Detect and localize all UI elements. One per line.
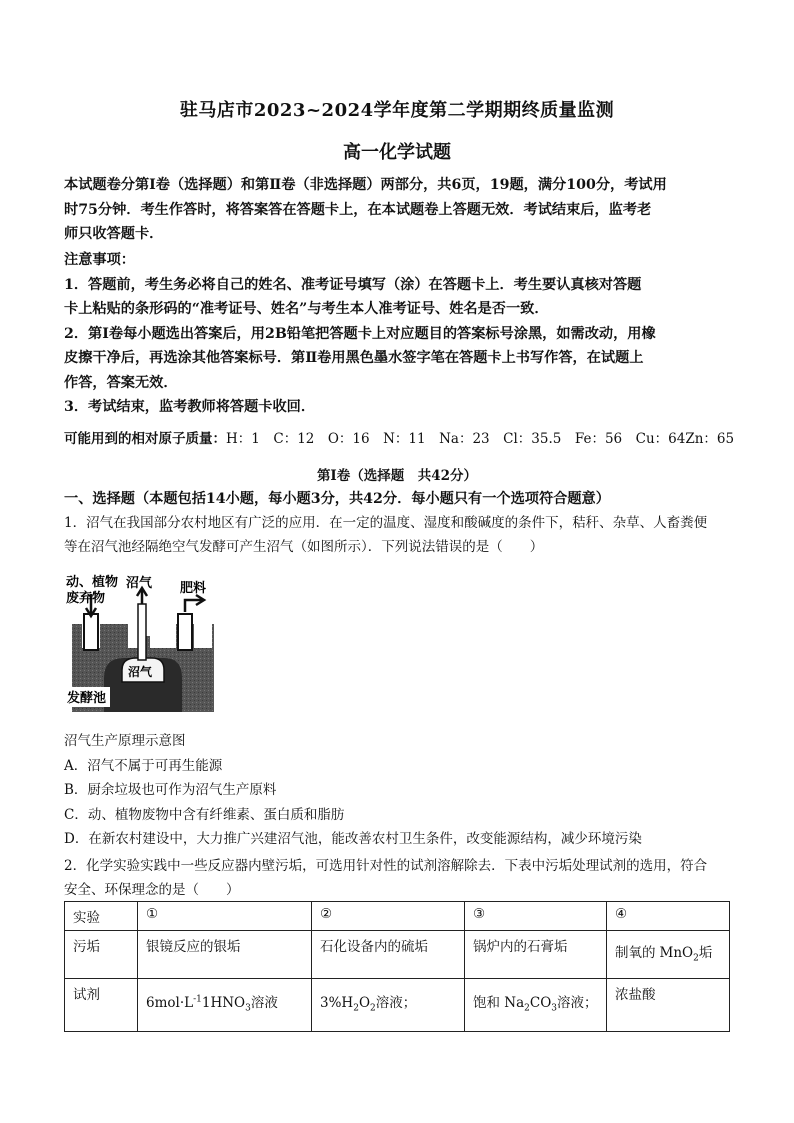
table-cell: 浓盐酸 — [607, 979, 730, 1032]
option-a: A．沼气不属于可再生能源 — [64, 757, 223, 774]
table-row — [65, 979, 730, 1032]
section-heading: 一、选择题（本题包括14小题，每小题3分，共42分．每小题只有一个选项符合题意） — [64, 491, 610, 507]
stem-line: 等在沼气池经隔绝空气发酵可产生沼气（如图所示）．下列说法错误的是（ ） — [64, 539, 544, 555]
question-1-stem — [64, 511, 734, 559]
cell-sub: 2 — [353, 1003, 359, 1014]
table-cell — [138, 979, 312, 1032]
notes-block — [64, 248, 734, 420]
stem-line: 安全、环保理念的是（ ） — [64, 882, 240, 898]
cell-sub: 2 — [524, 1003, 530, 1014]
option-c: C．动、植物废物中含有纤维素、蛋白质和脂肪 — [64, 806, 345, 823]
part-title: 第Ⅰ卷（选择题 共42分） — [316, 468, 478, 484]
table-cell: 银镜反应的银垢 — [138, 931, 312, 979]
cell-text: 制氧的 — [615, 945, 656, 961]
table-cell: 实验 — [65, 902, 138, 931]
table-cell: ② — [312, 902, 465, 931]
cell-text: 6mol·L — [146, 995, 194, 1011]
biogas-diagram — [64, 574, 224, 712]
option-b: B．厨余垃圾也可作为沼气生产原料 — [64, 782, 277, 798]
option-d: D．在新农村建设中，大力推广兴建沼气池，能改善农村卫生条件，改变能源结构，减少环境污染 — [64, 831, 642, 847]
table-cell: 试剂 — [65, 979, 138, 1032]
table-row — [65, 931, 730, 979]
cell-sub: 2 — [370, 1003, 376, 1014]
atomic-mass-values: H：1 C：12 O：16 N：11 Na：23 Cl：35.5 Fe：56 Cu：64Zn：65 — [226, 431, 735, 447]
table-cell: 锅炉内的石膏垢 — [465, 931, 607, 979]
figure-label-waste: 废弃物 — [66, 591, 106, 606]
table-cell: ① — [138, 902, 312, 931]
question-1-options — [64, 729, 642, 852]
atomic-mass-label: 可能用到的相对原子质量： — [64, 431, 226, 447]
cell-text: 溶液 — [250, 995, 278, 1011]
reagent-table — [64, 901, 730, 1032]
note-line: 1．答题前，考生务必将自己的姓名、准考证号填写（涂）在答题卡上．考生要认真核对答题 — [64, 276, 642, 293]
table-cell — [607, 931, 730, 979]
stem-line: 1．沼气在我国部分农村地区有广泛的应用．在一定的温度、湿度和酸碱度的条件下，秸秆、杂草、人畜粪便 — [64, 515, 708, 531]
intro-line: 时75分钟．考生作答时，将答案答在答题卡上，在本试题卷上答题无效．考试结束后，监考老 — [64, 201, 652, 218]
cell-text: 垢 — [698, 945, 713, 961]
cell-sup: -1 — [193, 994, 202, 1005]
cell-text: 1HNO — [201, 995, 246, 1011]
table-cell: 石化设备内的硫垢 — [312, 931, 465, 979]
cell-text: CO — [529, 995, 552, 1011]
table-cell — [465, 979, 607, 1032]
intro-line: 本试题卷分第Ⅰ卷（选择题）和第Ⅱ卷（非选择题）两部分，共6页，19题，满分100分，考试用 — [64, 177, 667, 193]
table-cell — [312, 979, 465, 1032]
table-cell: ④ — [607, 902, 730, 931]
exam-title: 驻马店市2023~2024学年度第二学期期终质量监测 — [179, 100, 615, 121]
table-cell: 污垢 — [65, 931, 138, 979]
biogas-tube — [138, 604, 146, 660]
cell-formula: MnO — [659, 945, 694, 961]
note-line: 卡上粘贴的条形码的“准考证号、姓名”与考生本人准考证号、姓名是否一致． — [64, 301, 549, 317]
note-line: 皮擦干净后，再选涂其他答案标号．第Ⅱ卷用黑色墨水签字笔在答题卡上书写作答，在试题上 — [64, 350, 644, 366]
figure-label-biogas-out: 沼气 — [126, 576, 153, 591]
cell-text: 溶液； — [375, 995, 417, 1011]
atomic-mass-line — [64, 427, 734, 447]
cell-sub: 2 — [693, 953, 699, 964]
table-cell: ③ — [465, 902, 607, 931]
note-line: 2．第Ⅰ卷每小题选出答案后，用2B铅笔把答题卡上对应题目的答案标号涂黑，如需改动，用橡 — [64, 325, 656, 342]
cell-sub: 3 — [245, 1003, 251, 1014]
question-2-stem — [64, 854, 734, 902]
cell-text: O — [358, 995, 371, 1011]
inlet-pipe — [84, 614, 98, 650]
figure-caption: 沼气生产原理示意图 — [64, 733, 186, 749]
cell-text: 3%H — [320, 995, 354, 1011]
cell-sub: 3 — [551, 1003, 558, 1014]
table-row — [65, 902, 730, 931]
intro-paragraph — [64, 173, 734, 247]
outlet-pipe — [178, 614, 192, 650]
intro-line: 师只收答题卡． — [64, 226, 164, 242]
notes-heading: 注意事项： — [64, 252, 135, 268]
figure-label-biogas-in: 沼气 — [128, 665, 153, 679]
cell-text: 溶液； — [557, 995, 598, 1011]
note-line: 3．考试结束，监考教师将答题卡收回． — [64, 399, 316, 415]
exam-subtitle: 高一化学试题 — [343, 142, 451, 163]
figure-label-fertilizer: 肥料 — [180, 581, 207, 596]
figure-label-tank: 发酵池 — [67, 691, 107, 706]
note-line: 作答，答案无效． — [64, 374, 178, 391]
figure-label-waste: 动、植物 — [66, 575, 119, 590]
stem-line: 2．化学实验实践中一些反应器内壁污垢，可选用针对性的试剂溶解除去．下表中污垢处理试剂的选用，符合 — [64, 858, 708, 874]
cell-text: 饱和 Na — [473, 995, 525, 1011]
